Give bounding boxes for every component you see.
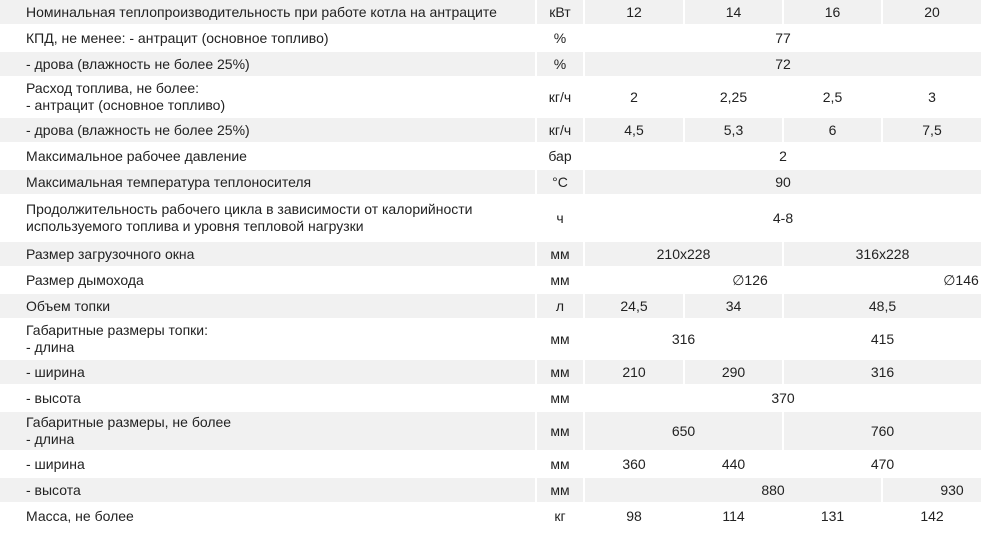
- value-cell: 360: [585, 452, 685, 478]
- unit-cell: кг/ч: [537, 78, 585, 118]
- value-cell: 90: [585, 170, 983, 196]
- table-row: [0, 504, 983, 531]
- unit-cell: мм: [537, 242, 585, 268]
- parameter-name: КПД, не менее: - антрацит (основное топливо): [0, 26, 537, 52]
- value-cell: 4-8: [585, 196, 983, 242]
- value-cell: 2: [585, 144, 983, 170]
- value-cell: 142: [883, 504, 983, 531]
- unit-cell: л: [537, 294, 585, 320]
- parameter-name: Номинальная теплопроизводительность при работе котла на антраците: [0, 0, 537, 26]
- table-row: [0, 320, 983, 360]
- parameter-name: - высота: [0, 478, 537, 504]
- value-cell: 210x228: [585, 242, 784, 268]
- value-cell: 77: [585, 26, 983, 52]
- parameter-name: Масса, не более: [0, 504, 537, 531]
- parameter-name: - дрова (влажность не более 25%): [0, 52, 537, 78]
- value-cell: 4,5: [585, 118, 685, 144]
- value-cell: 34: [685, 294, 784, 320]
- table-row: [0, 412, 983, 452]
- unit-cell: кг: [537, 504, 585, 531]
- table-row: [0, 52, 983, 78]
- value-cell: 6: [784, 118, 883, 144]
- table-row: [0, 478, 983, 504]
- unit-cell: мм: [537, 412, 585, 452]
- unit-cell: °С: [537, 170, 585, 196]
- unit-cell: кВт: [537, 0, 585, 26]
- value-cell: 114: [685, 504, 784, 531]
- unit-cell: %: [537, 52, 585, 78]
- unit-cell: мм: [537, 478, 585, 504]
- parameter-name: Расход топлива, не более: - антрацит (основное топливо): [0, 78, 537, 118]
- value-cell: 316: [585, 320, 784, 360]
- unit-cell: мм: [537, 268, 585, 294]
- parameter-name: Объем топки: [0, 294, 537, 320]
- parameter-name: Габаритные размеры, не более - длина: [0, 412, 537, 452]
- unit-cell: мм: [537, 386, 585, 412]
- value-cell: 12: [585, 0, 685, 26]
- parameter-name: - ширина: [0, 360, 537, 386]
- unit-cell: бар: [537, 144, 585, 170]
- parameter-name: - ширина: [0, 452, 537, 478]
- value-cell: ∅146: [883, 268, 983, 294]
- value-cell: 760: [784, 412, 983, 452]
- value-cell: 7,5: [883, 118, 983, 144]
- value-cell: 5,3: [685, 118, 784, 144]
- value-cell: 316: [784, 360, 983, 386]
- unit-cell: мм: [537, 452, 585, 478]
- value-cell: 131: [784, 504, 883, 531]
- value-cell: 370: [585, 386, 983, 412]
- value-cell: 470: [784, 452, 983, 478]
- table-row: [0, 196, 983, 242]
- value-cell: 72: [585, 52, 983, 78]
- value-cell: 2,25: [685, 78, 784, 118]
- value-cell: 2,5: [784, 78, 883, 118]
- value-cell: 290: [685, 360, 784, 386]
- parameter-name: Продолжительность рабочего цикла в зависимости от калорийности используемого топлива и уровня тепловой нагрузки: [0, 196, 537, 242]
- unit-cell: мм: [537, 360, 585, 386]
- table-row: [0, 170, 983, 196]
- unit-cell: мм: [537, 320, 585, 360]
- table-row: [0, 452, 983, 478]
- table-row: [0, 294, 983, 320]
- value-cell: 650: [585, 412, 784, 452]
- parameter-name: Габаритные размеры топки: - длина: [0, 320, 537, 360]
- value-cell: 440: [685, 452, 784, 478]
- parameter-name: Размер загрузочного окна: [0, 242, 537, 268]
- unit-cell: ч: [537, 196, 585, 242]
- value-cell: 24,5: [585, 294, 685, 320]
- value-cell: 20: [883, 0, 983, 26]
- value-cell: 14: [685, 0, 784, 26]
- unit-cell: %: [537, 26, 585, 52]
- table-row: [0, 144, 983, 170]
- table-row: [0, 118, 983, 144]
- table-row: [0, 268, 983, 294]
- value-cell: 16: [784, 0, 883, 26]
- value-cell: 98: [585, 504, 685, 531]
- table-row: [0, 242, 983, 268]
- unit-cell: кг/ч: [537, 118, 585, 144]
- value-cell: 930: [883, 478, 983, 504]
- value-cell: ∅126: [585, 268, 883, 294]
- table-row: [0, 26, 983, 52]
- table-row: [0, 0, 983, 26]
- table-row: [0, 78, 983, 118]
- parameter-name: - высота: [0, 386, 537, 412]
- table-row: [0, 386, 983, 412]
- parameter-name: Размер дымохода: [0, 268, 537, 294]
- parameter-name: Максимальная температура теплоносителя: [0, 170, 537, 196]
- value-cell: 415: [784, 320, 983, 360]
- value-cell: 3: [883, 78, 983, 118]
- value-cell: 2: [585, 78, 685, 118]
- value-cell: 316x228: [784, 242, 983, 268]
- value-cell: 210: [585, 360, 685, 386]
- parameter-name: - дрова (влажность не более 25%): [0, 118, 537, 144]
- value-cell: 880: [585, 478, 883, 504]
- table-row: [0, 360, 983, 386]
- parameter-name: Максимальное рабочее давление: [0, 144, 537, 170]
- value-cell: 48,5: [784, 294, 983, 320]
